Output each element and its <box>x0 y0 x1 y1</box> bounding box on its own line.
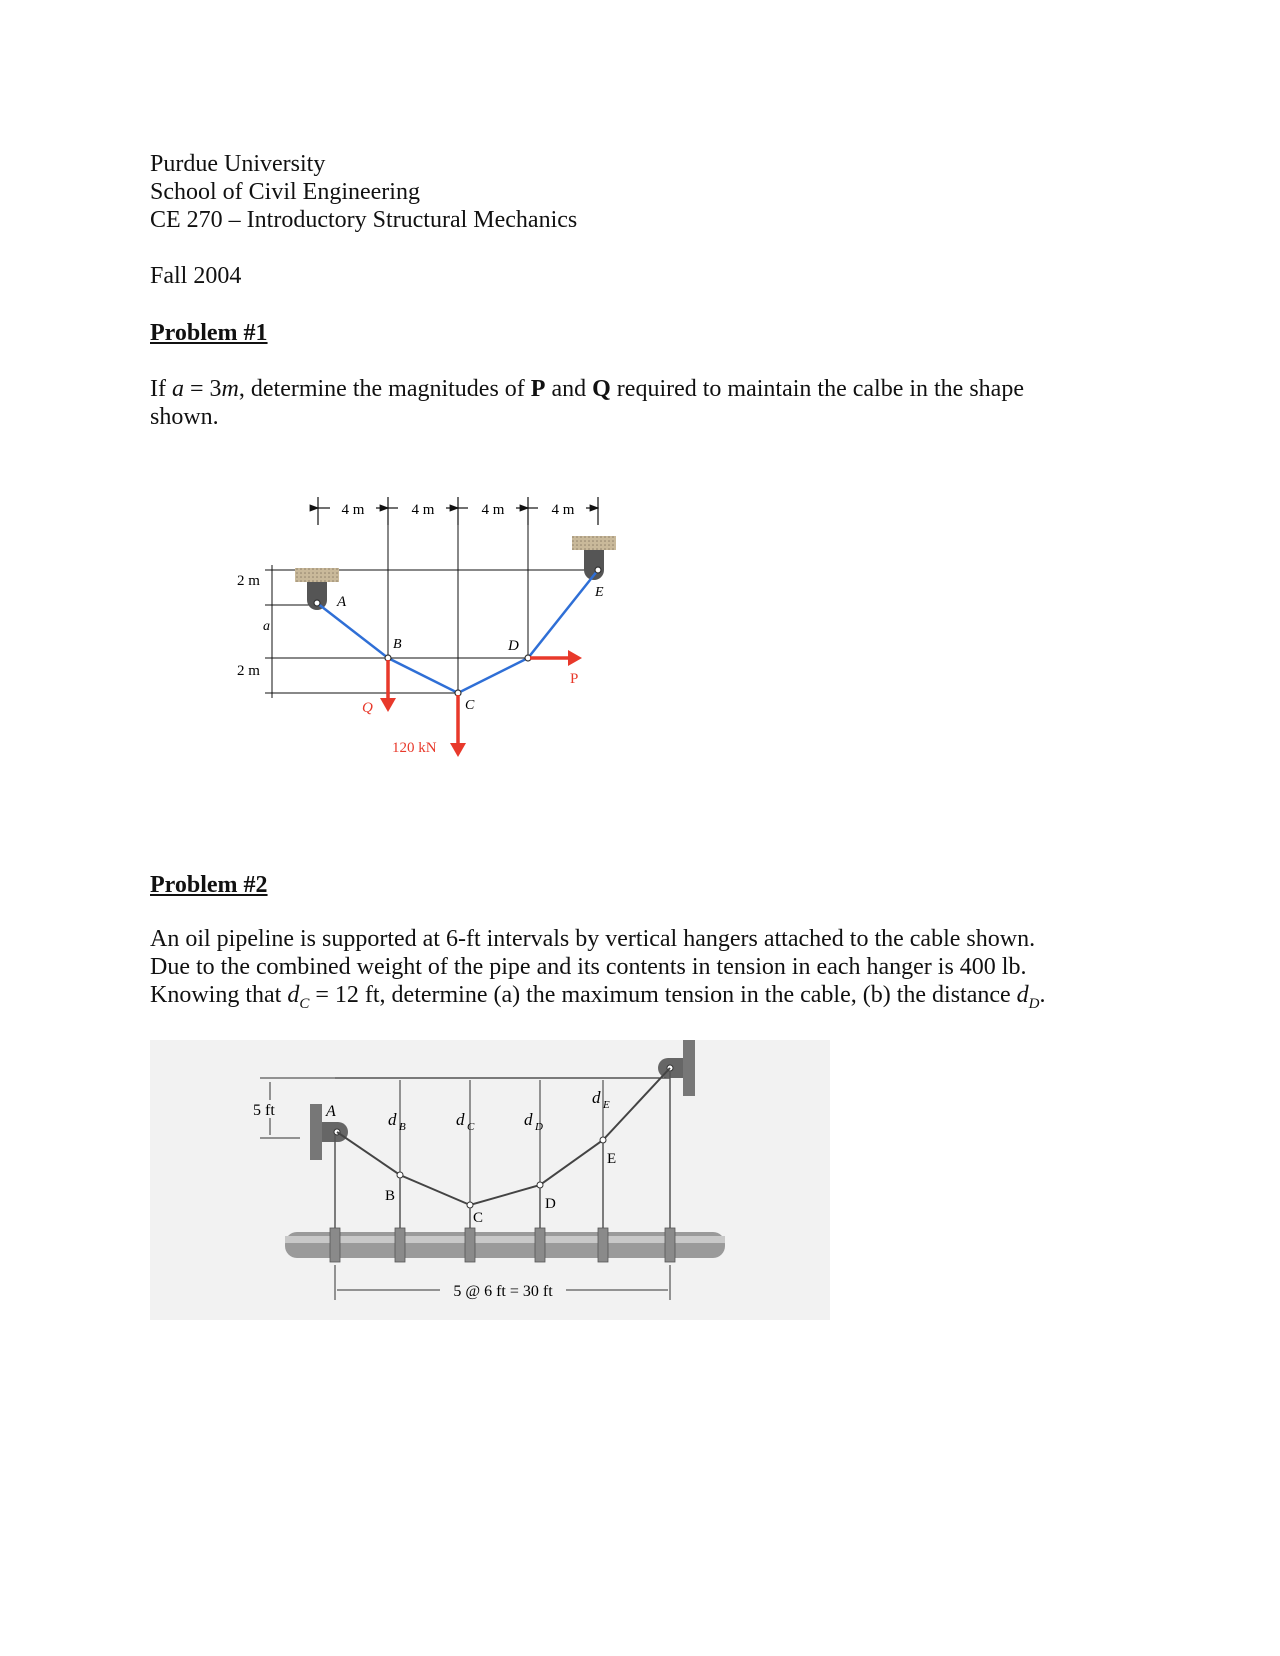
d-e-symbol: d <box>592 1088 601 1107</box>
support-e-wall <box>683 1040 695 1096</box>
point-a: A <box>337 594 347 610</box>
load-q-label: Q <box>362 700 373 716</box>
figure-background <box>150 1040 830 1320</box>
dim-top-4: 4 m <box>551 502 575 518</box>
problem1-heading: Problem #1 <box>150 320 268 346</box>
p2-point-c: C <box>473 1210 484 1226</box>
course-title: CE 270 – Introductory Structural Mechanics <box>150 207 578 233</box>
dim-top-2: 4 m <box>411 502 435 518</box>
school-name: School of Civil Engineering <box>150 179 420 205</box>
d-c-sub: C <box>467 1121 475 1133</box>
point-c: C <box>465 698 475 713</box>
p2-point-d: D <box>545 1196 556 1212</box>
pipe-highlight <box>285 1236 725 1243</box>
load-c-label: 120 kN <box>392 740 437 756</box>
university-name: Purdue University <box>150 151 326 177</box>
p2-point-b: B <box>385 1188 396 1204</box>
support-a-wall <box>310 1104 322 1160</box>
span-label: 5 @ 6 ft = 30 ft <box>453 1283 553 1300</box>
dim-left-bottom: 2 m <box>237 663 260 679</box>
point-b: B <box>393 637 402 652</box>
dim-top-3: 4 m <box>481 502 505 518</box>
pipe <box>285 1232 725 1258</box>
dim-5ft: 5 ft <box>253 1102 275 1119</box>
d-b-symbol: d <box>388 1110 397 1129</box>
d-b-sub: B <box>399 1121 406 1133</box>
problem2-heading: Problem #2 <box>150 872 268 898</box>
point-e: E <box>595 585 604 600</box>
dim-left-top: 2 m <box>237 573 260 589</box>
term: Fall 2004 <box>150 263 242 289</box>
d-d-sub: D <box>535 1121 543 1133</box>
d-e-sub: E <box>603 1099 610 1111</box>
dim-left-a: a <box>263 619 270 634</box>
problem1-statement: If a = 3m, determine the magnitudes of P and Q required to maintain the calbe in the shape shown. <box>150 376 1024 430</box>
point-d: D <box>508 638 519 654</box>
load-p-label: P <box>570 671 579 687</box>
p2-point-e: E <box>607 1151 617 1167</box>
p2-point-a: A <box>326 1103 336 1120</box>
problem2-statement: An oil pipeline is supported at 6-ft intervals by vertical hangers attached to the cable shown. Due to the combined weight of the pipe and its contents in tension in each hanger is 400 lb. Knowing that $d_C = 12$ ft, determine (a) the maximum tension in the cable, (b) the distance $d_D$. <box>150 926 1046 1012</box>
dim-top-1: 4 m <box>341 502 365 518</box>
d-c-symbol: d <box>456 1110 465 1129</box>
d-d-symbol: d <box>524 1110 533 1129</box>
